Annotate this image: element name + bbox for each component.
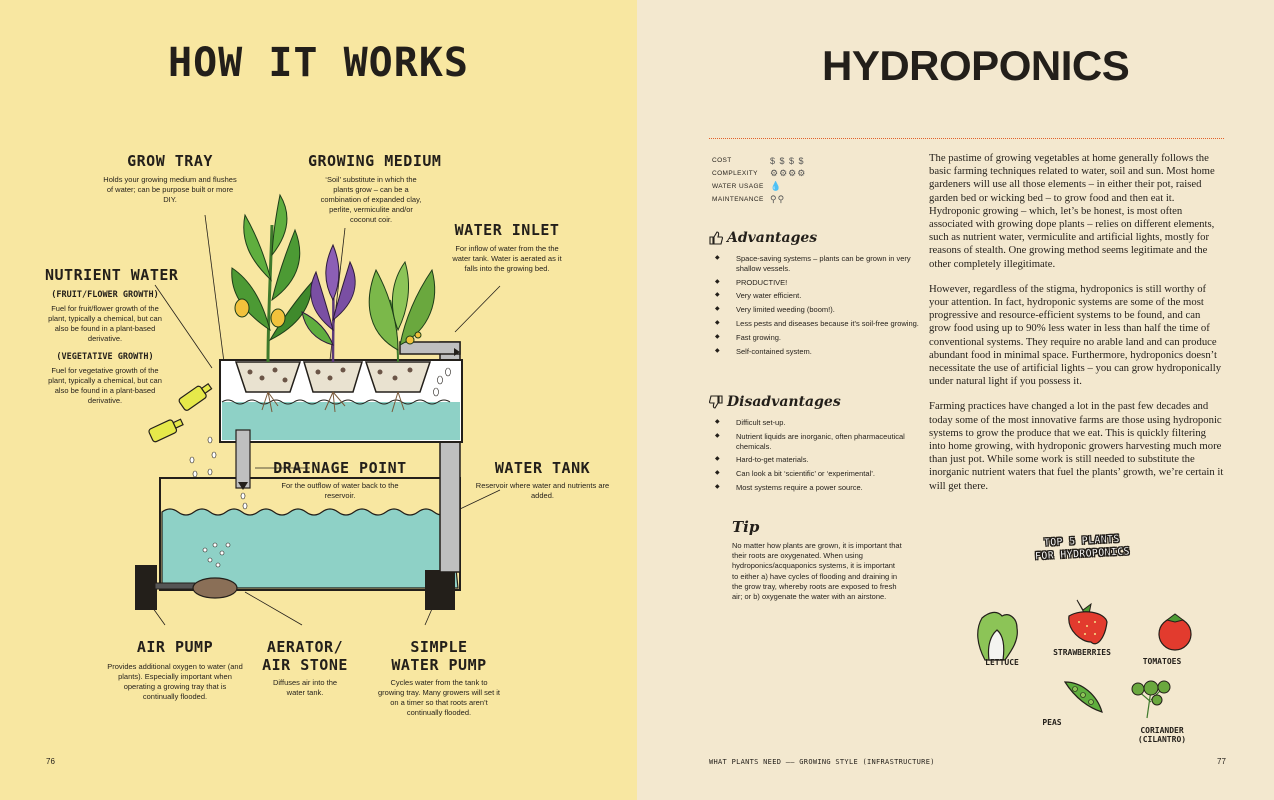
drainage-point-title: DRAINAGE POINT: [273, 459, 407, 477]
plant-label-lettuce: LETTUCE: [985, 658, 1019, 667]
list-item: ◆ Self-contained system.: [709, 347, 919, 357]
fruit-flower-subtitle: (FRUIT/FLOWER GROWTH): [51, 290, 159, 300]
coriander-icon: [1132, 681, 1170, 718]
lettuce-icon: [978, 612, 1018, 660]
cost-dollar-icons: $ $ $ $: [770, 155, 805, 166]
water-pump-label: [378, 638, 500, 718]
air-pump-label: [105, 638, 245, 702]
grow-tray-desc: Holds your growing medium and flushes of water; can be purpose built or more DIY.: [103, 175, 237, 204]
thumbs-down-icon: [709, 395, 723, 409]
fruit-flower-desc: Fuel for fruit/flower growth of the plant, typically a chemical, but can also be found in a plant-based derivative.: [48, 304, 162, 343]
plant-label-coriander-line2: (CILANTRO): [1137, 735, 1187, 744]
air-pump-desc: Provides additional oxygen to water (and plants). Especially important when operating a growing tray that is continually flooded.: [107, 662, 243, 701]
advantages-title: Advantages: [727, 230, 818, 246]
list-item: ◆ Less pests and diseases because it’s soil-free growing.: [709, 319, 919, 329]
title-divider: [709, 138, 1224, 139]
paragraph: The pastime of growing vegetables at home generally follows the basic farming techniques related to water, soil and sun. Most home gardeners will use all those elements – in either their pot, raised garden bed or wicking bed – to grow food and then eat it. Hydroponic growing – which, let’s be honest, is most often associated with growing dope plants – relies on different elements, such as nutrient water, vermiculite and artificial lights, mostly for reasons of stealth. One growing method seems legitimate and the other completely illegitimate.: [929, 152, 1215, 270]
list-item: ◆ PRODUCTIVE!: [709, 278, 919, 288]
disadvantages-title: Disadvantages: [727, 394, 841, 410]
aerator-title-line2: AIR STONE: [262, 656, 348, 674]
list-item: ◆ Hard-to-get materials.: [709, 455, 919, 465]
water-inlet-title: WATER INLET: [454, 221, 560, 239]
paragraph: Farming practices have changed a lot in the past few decades and today some of the most innovative farms are those using hydroponic systems to grow the produce that we eat. This is quickly filtering into home growing, with hydroponic growers harvesting much more than just pot. While some work is still needed to substitute the inorganic nutrient waters that fuel the plants’ growth, we’re certain it will get there.: [929, 400, 1224, 492]
list-item: ◆ Difficult set-up.: [709, 418, 919, 428]
list-item: ◆ Can look a bit ‘scientific’ or ‘experimental’.: [709, 469, 919, 479]
top5-title-line1: TOP 5 PLANTS: [1043, 533, 1120, 549]
meta-key: WATER USAGE: [712, 183, 764, 190]
meta-key: MAINTENANCE: [712, 196, 764, 203]
disadvantages-section: [709, 394, 919, 497]
tool-icons: ⚲⚲: [770, 194, 786, 204]
gear-icons: ⚙⚙⚙⚙: [770, 168, 807, 178]
growing-medium-desc: ‘Soil’ substitute in which the plants grow – can be a combination of expanded clay, perlite, vermiculite and/or coconut coir.: [320, 175, 422, 224]
growing-medium-title: GROWING MEDIUM: [308, 152, 442, 170]
aerator-desc: Diffuses air into the water tank.: [272, 678, 338, 697]
left-page-number: 76: [46, 757, 55, 766]
advantages-section: [709, 230, 919, 360]
strawberry-icon: [1069, 600, 1107, 644]
air-pump-title: AIR PUMP: [136, 638, 214, 656]
list-item: ◆ Most systems require a power source.: [709, 483, 919, 493]
water-pump-title-line2: WATER PUMP: [391, 656, 487, 674]
water-inlet-label: [452, 221, 562, 274]
water-pump-desc: Cycles water from the tank to growing tray. Many growers will set it on a timer so that roots aren’t continually flooded.: [378, 678, 500, 717]
aerator-title-line1: AERATOR/: [266, 638, 344, 656]
top5-badge: [1008, 531, 1155, 565]
plant-label-coriander: [1122, 726, 1202, 744]
body-text: [929, 152, 1224, 505]
plant-label-tomatoes: TOMATOES: [1142, 657, 1182, 666]
right-page-number: 77: [1217, 757, 1226, 766]
meta-key: COST: [712, 157, 732, 164]
list-item: ◆ Fast growing.: [709, 333, 919, 343]
disadvantages-list: [709, 418, 919, 493]
water-drop-icon: 💧: [770, 181, 783, 191]
meta-key: COMPLEXITY: [712, 170, 758, 177]
water-tank-desc: Reservoir where water and nutrients are added.: [475, 481, 610, 500]
meta-row-cost: [712, 154, 842, 167]
vegetative-desc: Fuel for vegetative growth of the plant, typically a chemical, but can also be found in a plant-based derivative.: [48, 366, 162, 405]
water-pump-title-line1: SIMPLE: [410, 638, 468, 656]
tip-section: [732, 518, 902, 602]
peas-icon: [1065, 682, 1102, 712]
right-page: [637, 0, 1274, 800]
meta-row-maintenance: [712, 193, 842, 206]
nutrient-water-label: [45, 266, 179, 406]
paragraph: However, regardless of the stigma, hydroponics is still worthy of your attention. In fact, hydroponic systems are some of the most progressive and resource-efficient systems to be found, and can grow food using up to 90% less water in less than half the time of conventional systems. They require no arable land and can produce abundant food in minimal space. Furthermore, hydroponics doesn’t necessitate the use of artificial lights – you can grow hydroponically under natural light if you possess it.: [929, 282, 1222, 388]
meta-row-water-usage: [712, 180, 842, 193]
meta-row-complexity: [712, 167, 842, 180]
advantages-list: [709, 254, 919, 356]
tip-title: Tip: [732, 518, 760, 536]
advantages-heading: [709, 230, 919, 246]
list-item: ◆ Very limited weeding (boom!).: [709, 305, 919, 315]
drainage-point-desc: For the outflow of water back to the reservoir.: [281, 481, 399, 500]
footer-breadcrumb: WHAT PLANTS NEED —— GROWING STYLE (INFRASTRUCTURE): [709, 758, 935, 766]
water-tank-title: WATER TANK: [494, 459, 591, 477]
tomato-icon: [1159, 614, 1191, 650]
how-it-works-title: HOW IT WORKS: [168, 40, 469, 86]
drainage-point-label: [270, 459, 410, 501]
tip-text: No matter how plants are grown, it is important that their roots are oxygenated. When using hydroponics/acquaponics systems, it is important to either a) have cycles of flooding and draining in the grow tray, whereby roots are exposed to fresh air; or b) oxygenate the water with an airstone.: [732, 541, 902, 602]
disadvantages-heading: [709, 394, 919, 410]
vegetative-subtitle: (VEGETATIVE GROWTH): [56, 352, 154, 362]
plant-label-coriander-line1: CORIANDER: [1140, 726, 1184, 735]
water-inlet-desc: For inflow of water from the the water tank. Water is aerated as it falls into the growing bed.: [452, 244, 562, 273]
list-item: ◆ Very water efficient.: [709, 291, 919, 301]
grow-tray-label: [100, 152, 240, 205]
hydroponics-title: HYDROPONICS: [822, 42, 1130, 89]
aerator-label: [255, 638, 355, 698]
top5-title-line2: FOR HYDROPONICS: [1034, 545, 1130, 563]
plant-label-strawberries: STRAWBERRIES: [1053, 648, 1111, 657]
plant-label-peas: PEAS: [1042, 718, 1062, 727]
list-item: ◆ Space-saving systems – plants can be grown in very shallow vessels.: [709, 254, 919, 274]
growing-medium-label: [308, 152, 442, 225]
water-tank-label: [475, 459, 610, 501]
thumbs-up-icon: [709, 231, 723, 245]
grow-tray-title: GROW TRAY: [127, 152, 213, 170]
list-item: ◆ Nutrient liquids are inorganic, often pharmaceutical chemicals.: [709, 432, 919, 452]
meta-table: [712, 154, 842, 206]
nutrient-water-title: NUTRIENT WATER: [45, 266, 179, 284]
